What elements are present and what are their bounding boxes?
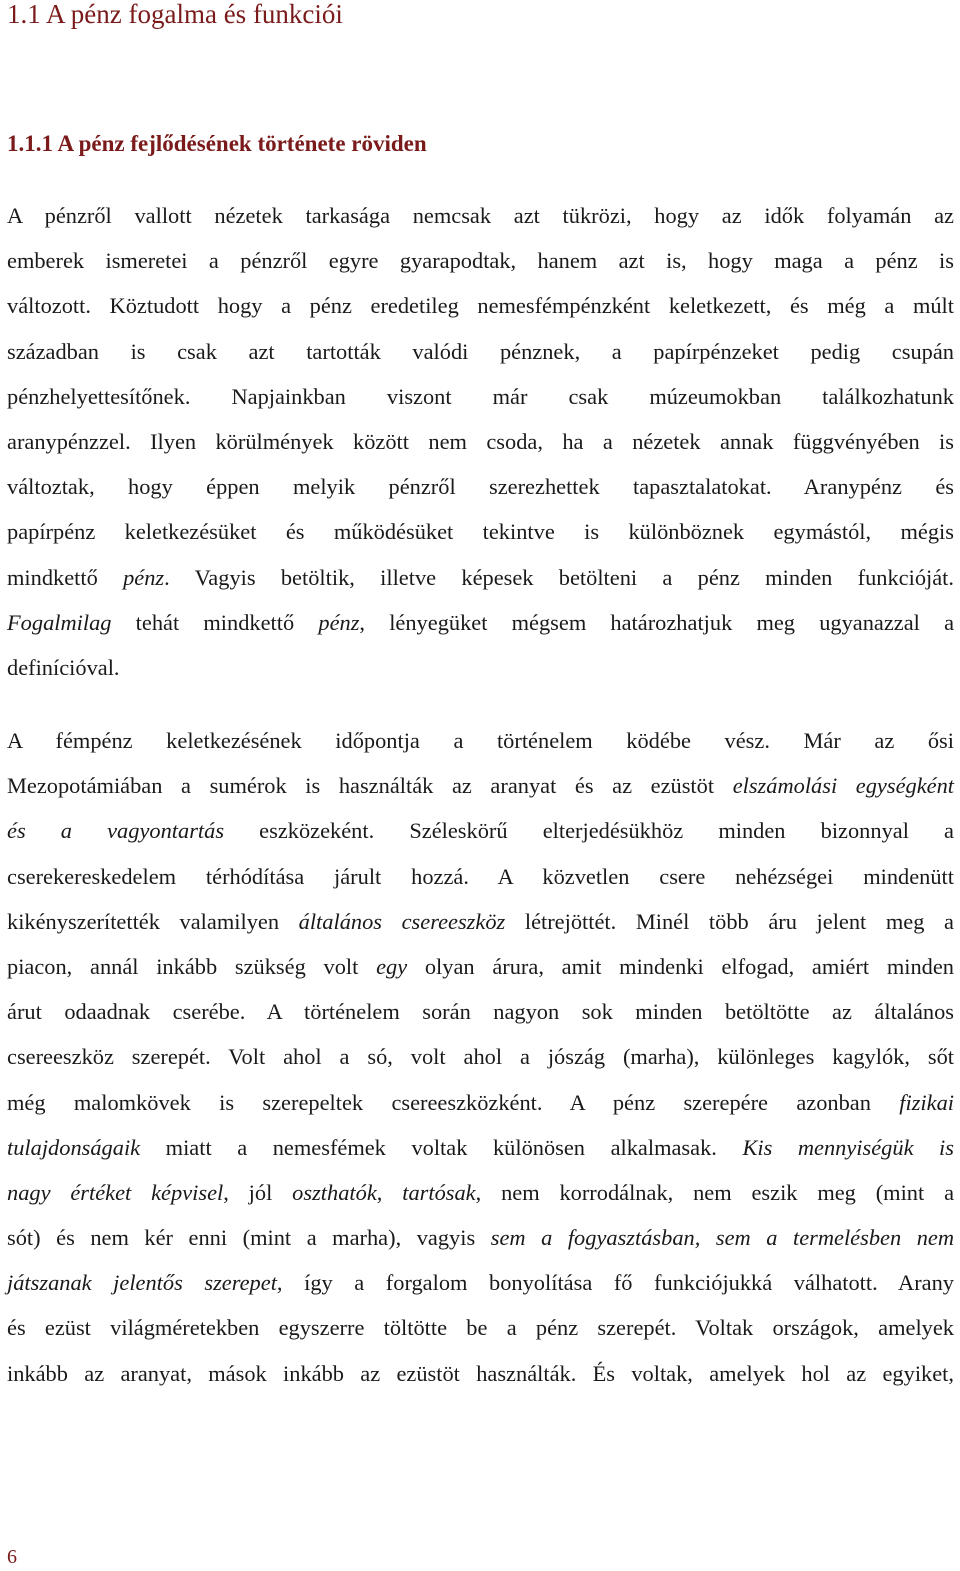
text-line (7, 854, 954, 899)
italic-text-run: tartósak (402, 1179, 476, 1205)
text-line (7, 808, 954, 853)
italic-text-run: Kis mennyiségük is (742, 1134, 954, 1160)
text-run: olyan árura, amit mindenki elfogad, amiért minden (407, 953, 954, 979)
italic-text-run: általános csereeszköz (298, 908, 506, 934)
text-line (7, 944, 954, 989)
text-run: sót) és nem kér enni (mint a marha), vagyis (7, 1225, 491, 1251)
text-run: , nem korrodálnak, nem eszik meg (mint a (475, 1179, 955, 1205)
text-run: A pénzről vallott nézetek tarkasága nemcsak azt tükrözi, hogy az idők folyamán az (7, 203, 954, 228)
text-run: árut odaadnak cserébe. A történelem során nagyon sok minden betöltötte az általános (7, 999, 954, 1025)
text-line (7, 1260, 954, 1305)
italic-text-run: elszámolási egységként (732, 773, 955, 799)
italic-text-run: fizikai (899, 1089, 954, 1115)
italic-text-run: pénz (123, 564, 165, 590)
text-line (7, 989, 954, 1034)
text-run: cserekereskedelem térhódítása járult hozzá. A közvetlen csere nehézségei mindenütt (7, 863, 954, 889)
text-run: inkább az aranyat, mások inkább az ezüstöt használták. És voltak, amelyek hol az egyiket, (7, 1360, 954, 1386)
text-run: eszközeként. Széleskörű elterjedésükhöz minden bizonnyal a (224, 818, 954, 844)
italic-text-run: pénz (318, 609, 360, 635)
text-line (7, 1305, 954, 1350)
text-run: kikényszerítették valamilyen (7, 908, 299, 934)
italic-text-run: játszanak jelentős szerepet (7, 1270, 277, 1296)
text-run: változott. Köztudott hogy a pénz eredetileg nemesfémpénzként keletkezett, és még a múlt (7, 293, 954, 319)
text-line (7, 718, 954, 763)
italic-text-run: nagy értéket képvisel (7, 1179, 224, 1205)
text-line (7, 1215, 954, 1260)
text-run: csereeszköz szerepét. Volt ahol a só, volt ahol a jószág (marha), különleges kagylók, sőt (7, 1044, 954, 1070)
text-line (7, 329, 954, 374)
text-run: aranypénzzel. Ilyen körülmények között nem csoda, ha a nézetek annak függvényében is (7, 428, 954, 454)
text-line (7, 555, 954, 600)
text-run: tehát mindkettő (111, 609, 319, 635)
text-run: , lényegüket mégsem határozhatjuk meg ugyanazzal a (359, 609, 955, 635)
italic-text-run: egy (376, 953, 408, 979)
text-line (7, 464, 954, 509)
text-run: mindkettő (7, 564, 124, 590)
paragraph-2 (7, 718, 954, 1396)
italic-text-run: Fogalmilag (7, 609, 112, 635)
text-run: változtak, hogy éppen melyik pénzről szerezhettek tapasztalatokat. Aranypénz és (7, 474, 954, 500)
text-run: papírpénz keletkezésüket és működésüket tekintve is különböznek egymástól, mégis (7, 519, 954, 545)
text-run: A fémpénz keletkezésének időpontja a történelem ködébe vész. Már az ősi (7, 728, 954, 753)
italic-text-run: oszthatók (292, 1179, 377, 1205)
text-run: miatt a nemesfémek voltak különösen alkalmasak. (140, 1134, 743, 1160)
text-run: pénzhelyettesítőnek. Napjainkban viszont már csak múzeumokban találkozhatunk (7, 383, 954, 409)
subsection-heading: 1.1.1 A pénz fejlődésének története röviden (7, 131, 427, 156)
paragraph-1 (7, 193, 954, 690)
text-line (7, 645, 954, 690)
text-run: létrejöttét. Minél több áru jelent meg a (505, 908, 954, 934)
text-run: században is csak azt tartották valódi pénznek, a papírpénzeket pedig csupán (7, 338, 954, 364)
text-line (7, 1351, 954, 1396)
text-line (7, 509, 954, 554)
page-number: 6 (7, 1546, 17, 1568)
text-line (7, 763, 954, 808)
text-run: emberek ismeretei a pénzről egyre gyarapodtak, hanem azt is, hogy maga a pénz is (7, 248, 954, 274)
italic-text-run: sem a fogyasztásban, sem a termelésben nem (490, 1225, 954, 1251)
text-line (7, 283, 954, 328)
text-line (7, 193, 954, 238)
text-run: , így a forgalom bonyolítása fő funkciójukká válhatott. Arany (276, 1270, 955, 1296)
text-line (7, 1125, 954, 1170)
text-line (7, 238, 954, 283)
text-line (7, 419, 954, 464)
section-heading: 1.1 A pénz fogalma és funkciói (7, 0, 343, 29)
italic-text-run: tulajdonságaik (7, 1134, 141, 1160)
text-line (7, 1034, 954, 1079)
text-run: Mezopotámiában a sumérok is használták az aranyat és az ezüstöt (7, 773, 733, 799)
italic-text-run: és a vagyontartás (7, 818, 225, 844)
text-run: piacon, annál inkább szükség volt (7, 953, 377, 979)
text-line (7, 1080, 954, 1125)
text-line (7, 899, 954, 944)
text-line (7, 600, 954, 645)
text-run: definícióval. (7, 654, 120, 680)
text-run: , jól (223, 1179, 293, 1205)
text-run: . Vagyis betöltik, illetve képesek betölteni a pénz minden funkcióját. (164, 564, 954, 590)
text-run: , (376, 1179, 403, 1205)
text-line (7, 1170, 954, 1215)
text-run: még malomkövek is szerepeltek csereeszközként. A pénz szerepére azonban (7, 1089, 900, 1115)
text-run: és ezüst világméretekben egyszerre töltötte be a pénz szerepét. Voltak országok, amelyek (7, 1315, 954, 1341)
text-line (7, 374, 954, 419)
